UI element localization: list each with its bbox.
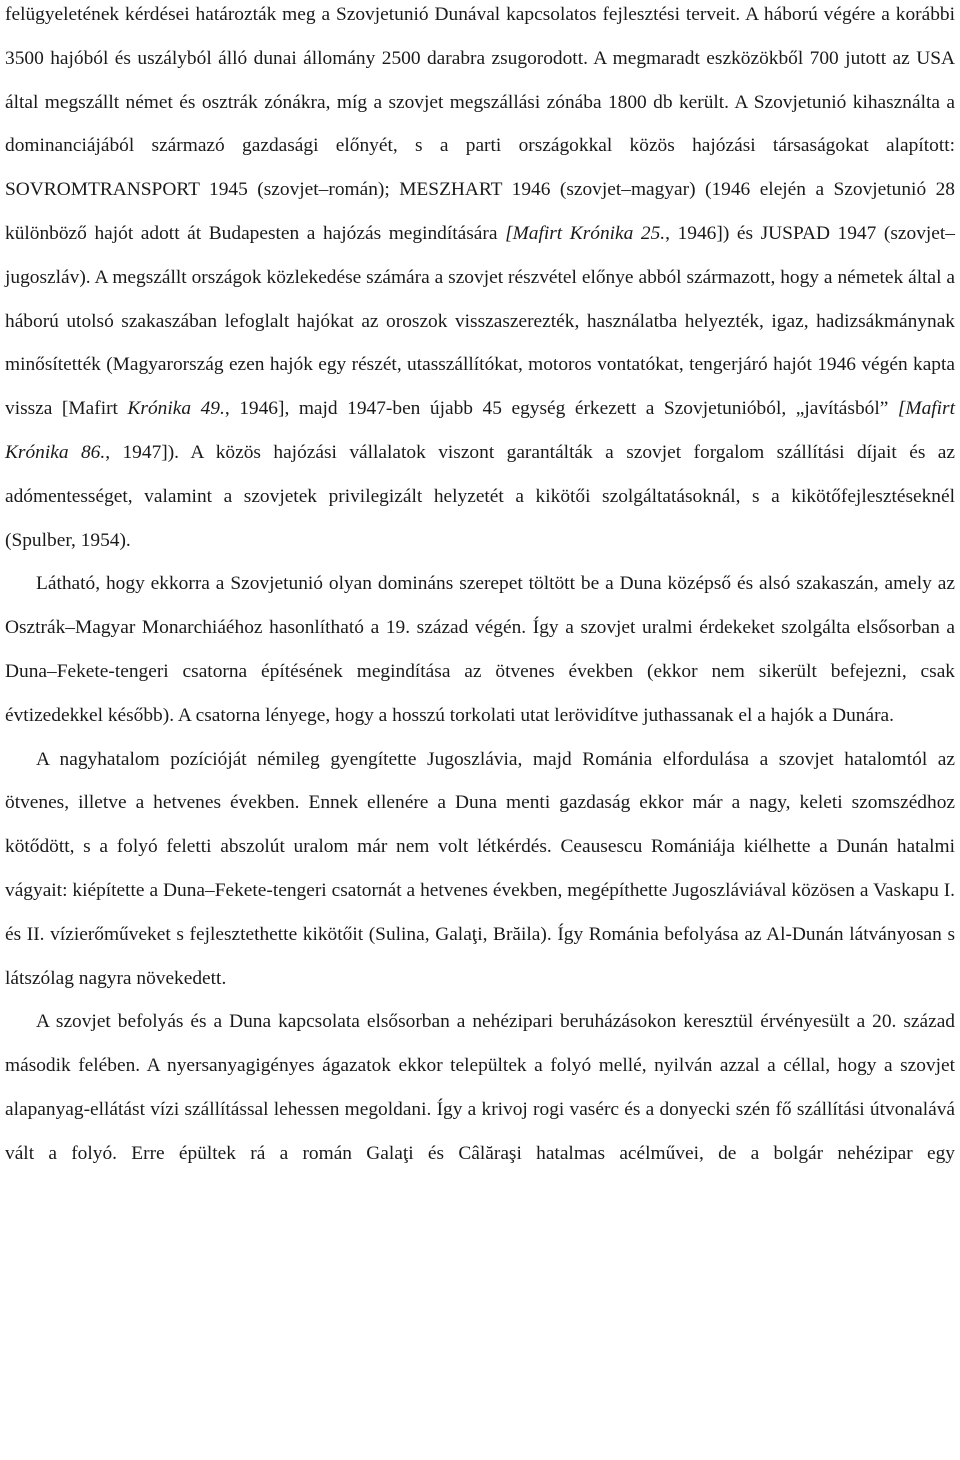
paragraph-text: Látható, hogy ekkorra a Szovjetunió olyan domináns szerepet töltött be a Duna középső és alsó szakaszán, amely az Osztrák–Magyar Monarchiáéhoz hasonlítható a 19. század végén. Így a szovjet uralmi érdekeket szolgálta elsősorban a Duna–Fekete-tengeri csatorna építésének megindítása az ötvenes években (ekkor nem sikerült befejezni, csak évtizedekkel később). A csatorna lényege, hogy a hosszú torkolati utat lerövidítve juthassanak el a hajók a Dunára. bbox=[5, 573, 955, 726]
paragraph-text: , 1947]). A közös hajózási vállalatok viszont garantálták a szovjet forgalom szállítási díjait és az adómentességet, valamint a szovjetek privilegizált helyzetét a kikötői szolgáltatásoknál, s a kikötőfejlesztéseknél (Spulber, 1954). bbox=[5, 441, 955, 551]
body-paragraph-1 bbox=[5, 0, 955, 562]
paragraph-text: , 1946], majd 1947-ben újabb 45 egység érkezett a Szovjetunióból, „javításból” bbox=[224, 398, 898, 420]
citation-text: [Mafirt Krónika 86. bbox=[5, 398, 955, 463]
paragraph-text: , 1946]) és JUSPAD 1947 (szovjet–jugoszláv). A megszállt országok közlekedése számára a szovjet részvétel előnye abból származott, hogy a németek által a háború utolsó szakaszában lefoglalt hajókat az oroszok visszaszerezték, használatba helyezték, igaz, hadizsákmánynak minősítették (Magyarország ezen hajók egy részét, utasszállítókat, motoros vontatókat, tengerjáró hajót 1946 végén kapta vissza [Mafirt bbox=[5, 222, 955, 420]
document-page bbox=[5, 0, 955, 1176]
body-paragraph-2 bbox=[5, 562, 955, 737]
body-paragraph-3 bbox=[5, 738, 955, 1001]
citation-text: [Mafirt Krónika 25. bbox=[505, 222, 666, 244]
paragraph-text: felügyeletének kérdései határozták meg a Szovjetunió Dunával kapcsolatos fejlesztési terveit. A háború végére a korábbi 3500 hajóból és uszályból álló dunai állomány 2500 darabra zsugorodott. A megmaradt eszközökből 700 jutott az USA által megszállt német és osztrák zónákra, míg a szovjet megszállási zónába 1800 db került. A Szovjetunió kihasználta a dominanciájából származó gazdasági előnyét, s a parti országokkal közös hajózási társaságokat alapított: SOVROMTRANSPORT 1945 (szovjet–román); MESZHART 1946 (szovjet–magyar) (1946 elején a Szovjetunió 28 különböző hajót adott át Budapesten a hajózás megindítására bbox=[5, 4, 955, 244]
paragraph-text: A nagyhatalom pozícióját némileg gyengítette Jugoszlávia, majd Románia elfordulása a szovjet hatalomtól az ötvenes, illetve a hetvenes években. Ennek ellenére a Duna menti gazdaság ekkor már a nagy, keleti szomszédhoz kötődött, s a folyó feletti abszolút uralom már nem volt létkérdés. Ceausescu Romániája kiélhette a Dunán hatalmi vágyait: kiépítette a Duna–Fekete-tengeri csatornát a hetvenes években, megépíthette Jugoszláviával közösen a Vaskapu I. és II. vízierőműveket s fejlesztethette kikötőit (Sulina, Galaţi, Brăila). Így Románia befolyása az Al-Dunán látványosan s látszólag nagyra növekedett. bbox=[5, 748, 955, 989]
body-paragraph-4 bbox=[5, 1000, 955, 1175]
citation-text: Krónika 49. bbox=[127, 398, 225, 420]
paragraph-text: A szovjet befolyás és a Duna kapcsolata elsősorban a nehézipari beruházásokon keresztül érvényesült a 20. század második felében. A nyersanyagigényes ágazatok ekkor települtek a folyó mellé, nyilván azzal a céllal, hogy a szovjet alapanyag-ellátást vízi szállítással lehessen megoldani. Így a krivoj rogi vasérc és a donyecki szén fő szállítási útvonalává vált a folyó. Erre épültek rá a román Galaţi és Câlăraşi hatalmas acélművei, de a bolgár nehézipar egy bbox=[5, 1011, 955, 1164]
